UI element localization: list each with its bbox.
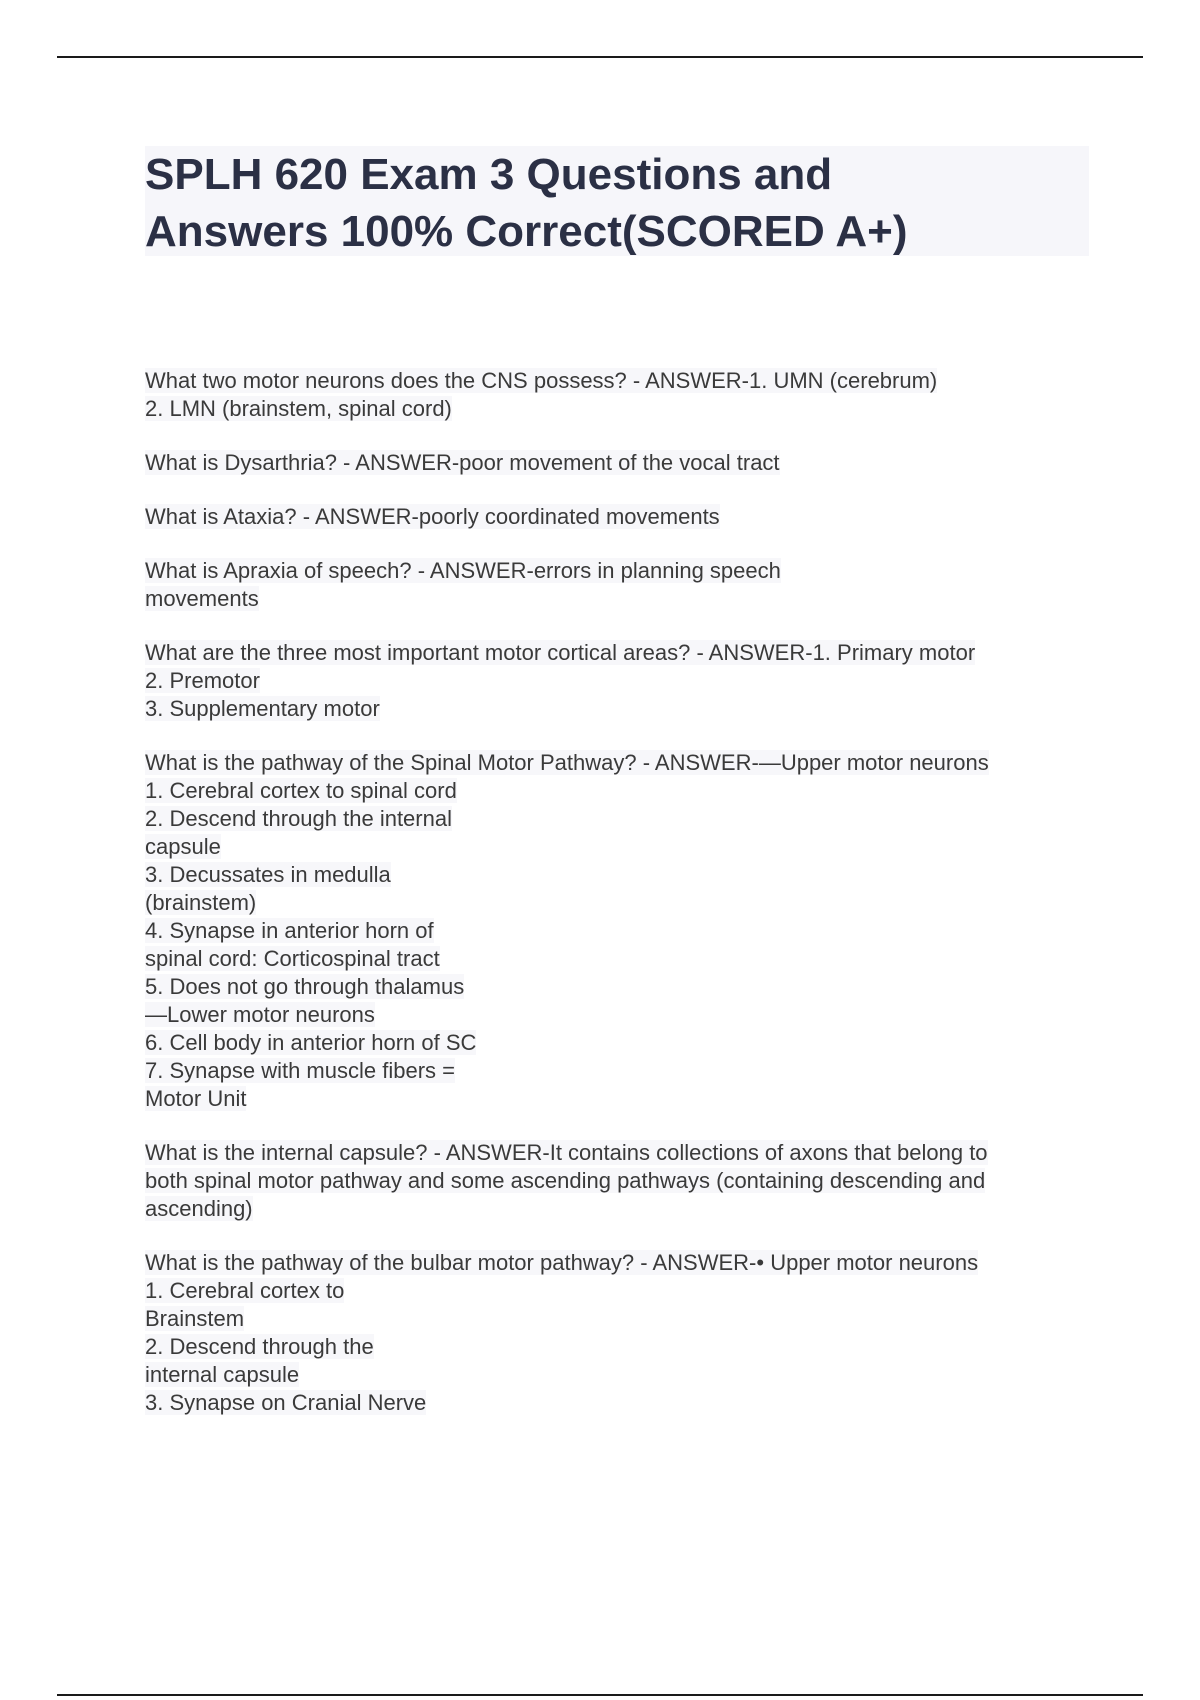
bottom-rule [57,1694,1143,1696]
qa-item [145,503,1085,531]
qa-line: 2. Descend through the [145,1334,374,1359]
qa-line: Brainstem [145,1306,245,1331]
qa-list [145,367,1085,1443]
qa-line: 3. Supplementary motor [145,696,380,721]
top-rule [57,56,1143,58]
qa-item [145,639,1085,723]
qa-line: both spinal motor pathway and some ascending pathways (containing descending and [145,1168,986,1193]
qa-line: 2. LMN (brainstem, spinal cord) [145,396,452,421]
qa-item [145,557,1085,613]
qa-line: What is the pathway of the Spinal Motor Pathway? - ANSWER-—Upper motor neurons [145,750,989,775]
qa-line: What is the internal capsule? - ANSWER-It contains collections of axons that belong to [145,1140,988,1165]
qa-item [145,367,1085,423]
qa-line: —Lower motor neurons [145,1002,375,1027]
qa-line: 3. Decussates in medulla [145,862,391,887]
qa-line: What are the three most important motor cortical areas? - ANSWER-1. Primary motor [145,640,976,665]
qa-line: 7. Synapse with muscle fibers = [145,1058,455,1083]
qa-line: 2. Premotor [145,668,260,693]
qa-line: 2. Descend through the internal [145,806,452,831]
qa-line: movements [145,586,259,611]
qa-item [145,449,1085,477]
qa-line: What is the pathway of the bulbar motor pathway? - ANSWER-• Upper motor neurons [145,1250,979,1275]
qa-line: 5. Does not go through thalamus [145,974,465,999]
qa-item [145,1249,1085,1417]
qa-line: 1. Cerebral cortex to [145,1278,345,1303]
qa-item [145,749,1085,1113]
qa-line: spinal cord: Corticospinal tract [145,946,440,971]
qa-line: 1. Cerebral cortex to spinal cord [145,778,457,803]
qa-item [145,1139,1085,1223]
qa-line: What two motor neurons does the CNS possess? - ANSWER-1. UMN (cerebrum) [145,368,938,393]
qa-line: ascending) [145,1196,253,1221]
qa-line: 4. Synapse in anterior horn of [145,918,434,943]
qa-line: What is Ataxia? - ANSWER-poorly coordinated movements [145,504,720,529]
qa-line: capsule [145,834,221,859]
qa-line: (brainstem) [145,890,257,915]
qa-line: internal capsule [145,1362,300,1387]
page-title [145,146,1089,256]
title-line: Answers 100% Correct(SCORED A+) [145,207,908,256]
qa-line: What is Dysarthria? - ANSWER-poor movement of the vocal tract [145,450,780,475]
qa-line: Motor Unit [145,1086,247,1111]
title-line: SPLH 620 Exam 3 Questions and [145,150,833,199]
qa-line: 3. Synapse on Cranial Nerve [145,1390,427,1415]
qa-line: What is Apraxia of speech? - ANSWER-errors in planning speech [145,558,781,583]
qa-line: 6. Cell body in anterior horn of SC [145,1030,477,1055]
